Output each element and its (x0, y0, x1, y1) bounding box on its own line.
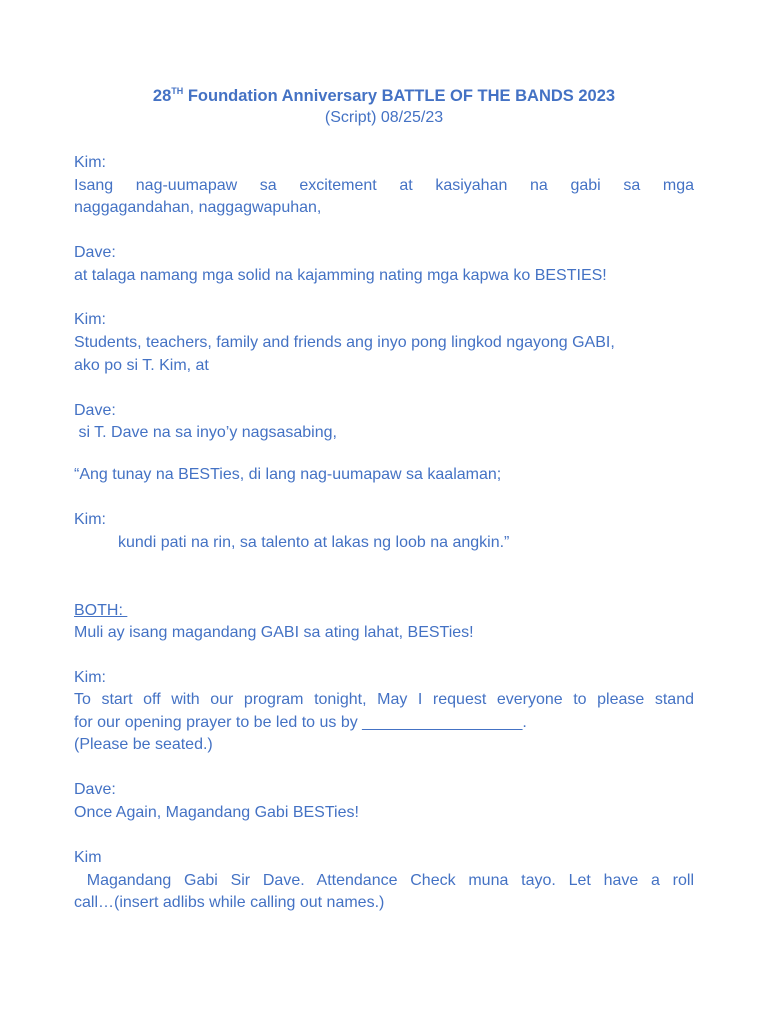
script-line: call…(insert adlibs while calling out names.) (74, 894, 385, 911)
script-line: (Please be seated.) (74, 736, 213, 753)
speaker-label: Kim: (74, 511, 106, 528)
speaker-label: Kim: (74, 669, 106, 686)
script-line: kundi pati na rin, sa talento at lakas ng loob na angkin.” (118, 534, 510, 551)
script-line: si T. Dave na sa inyo’y nagsasabing, (74, 424, 337, 441)
speaker-label: Kim: (74, 154, 106, 171)
script-line: ako po si T. Kim, at (74, 357, 209, 374)
speaker-label: Dave: (74, 402, 116, 419)
script-line: Isang nag-uumapaw sa excitement at kasiyahan na gabi sa mga (74, 177, 694, 194)
script-line: Students, teachers, family and friends ang inyo pong lingkod ngayong GABI, (74, 334, 615, 351)
script-line: “Ang tunay na BESTies, di lang nag-uumapaw sa kaalaman; (74, 466, 502, 483)
speaker-label: Kim (74, 849, 102, 866)
script-line: Magandang Gabi Sir Dave. Attendance Check muna tayo. Let have a roll (74, 872, 694, 889)
script-line: for our opening prayer to be led to us by __________________. (74, 714, 527, 731)
page-subtitle: (Script) 08/25/23 (324, 109, 444, 126)
script-line: Muli ay isang magandang GABI sa ating lahat, BESTies! (74, 624, 474, 641)
script-line: Once Again, Magandang Gabi BESTies! (74, 804, 359, 821)
speaker-label: Dave: (74, 244, 116, 261)
script-line: at talaga namang mga solid na kajamming nating mga kapwa ko BESTIES! (74, 267, 607, 284)
title-number: 28 (152, 87, 172, 105)
title-superscript: TH (171, 86, 184, 96)
speaker-label: Dave: (74, 781, 116, 798)
speaker-label: Kim: (74, 311, 106, 328)
speaker-label: BOTH: (74, 602, 128, 619)
page-title (0, 85, 768, 107)
script-line: naggagandahan, naggagwapuhan, (74, 199, 322, 216)
title-text: Foundation Anniversary BATTLE OF THE BANDS 2023 (183, 87, 616, 105)
script-line: To start off with our program tonight, May I request everyone to please stand (74, 691, 694, 708)
